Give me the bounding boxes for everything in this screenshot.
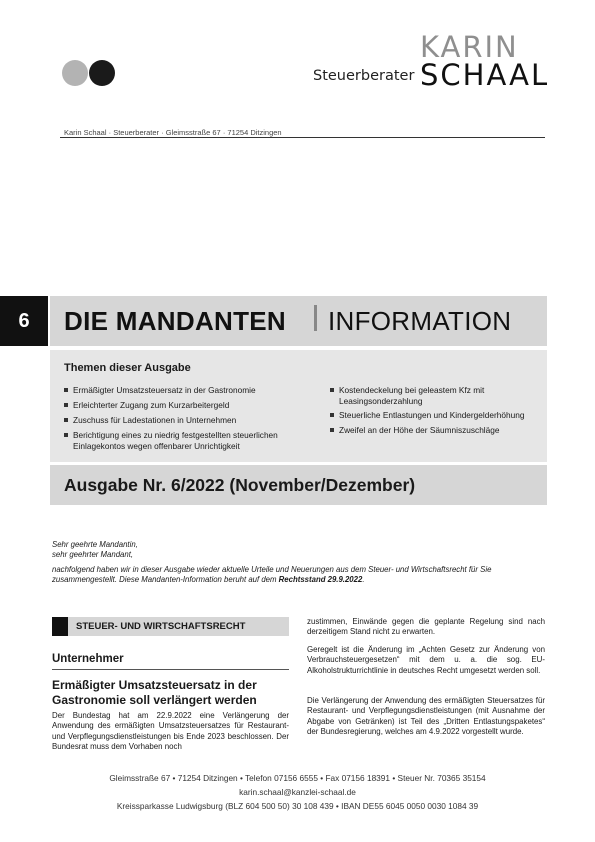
salutation-line-1: Sehr geehrte Mandantin,	[52, 540, 138, 549]
title-separator	[314, 305, 317, 331]
topic-text: Erleichterter Zugang zum Kurzarbeitergeld	[73, 400, 230, 410]
footer-email: karin.schaal@kanzlei-schaal.de	[239, 787, 356, 797]
bullet-square-icon	[64, 433, 68, 437]
intro-end: .	[362, 575, 365, 584]
brand-title: Steuerberater	[313, 68, 415, 84]
topic-text: Ermäßigter Umsatzsteuersatz in der Gastronomie	[73, 385, 256, 395]
article-paragraph: Geregelt ist die Änderung im „Achten Gesetz zur Änderung von Verbrauchsteuergesetzen“ mit dem u. a. die sog. EU-Alkoholstrukturrichtlinie in deutsches Recht umgesetzt werden soll.	[307, 645, 545, 675]
article-body: Der Bundestag hat am 22.9.2022 eine Verlängerung der Anwendung des ermäßigten Umsatzsteuersatzes für Restaurant- und Verpflegungsdienstleistungen bis Ende 2023 beschlossen. Der Bundesrat muss dem Vorhaben noch	[52, 711, 289, 751]
logo-circle-left	[62, 60, 88, 86]
topics-heading: Themen dieser Ausgabe	[64, 362, 191, 374]
title-main: DIE MANDANTEN	[64, 306, 287, 336]
brand-last-name: SCHAAL	[420, 58, 550, 92]
intro-paragraph	[52, 565, 552, 585]
bullet-square-icon	[330, 413, 334, 417]
article-paragraph: zustimmen, Einwände gegen die geplante Regelung sind nach derzeitigem Stand nicht zu erwarten.	[307, 617, 545, 637]
bullet-square-icon	[330, 428, 334, 432]
intro-date: Rechtsstand 29.9.2022	[278, 575, 363, 584]
topic-text: Zweifel an der Höhe der Säumniszuschläge	[339, 425, 500, 435]
brand-first-name: KARIN	[420, 30, 519, 64]
category-divider	[52, 669, 289, 670]
logo-circle-right	[89, 60, 115, 86]
topic-text: Berichtigung eines zu niedrig festgestellten steuerlichen Einlagekontos wegen offenbarer Unrichtigkeit	[73, 430, 278, 451]
topic-text: Steuerliche Entlastungen und Kindergelderhöhung	[339, 410, 525, 420]
sender-line: Karin Schaal · Steuerberater · Gleimsstraße 67 · 71254 Ditzingen	[64, 128, 282, 137]
article-title: Ermäßigter Umsatzsteuersatz in der Gastronomie soll verlängert werden	[52, 678, 257, 707]
edition-title: Ausgabe Nr. 6/2022 (November/Dezember)	[64, 475, 416, 495]
salutation-line-2: sehr geehrter Mandant,	[52, 550, 134, 559]
bullet-square-icon	[64, 418, 68, 422]
section-title: STEUER- UND WIRTSCHAFTSRECHT	[76, 621, 246, 632]
topic-item	[64, 430, 293, 451]
article-paragraph: Die Verlängerung der Anwendung des ermäßigten Steuersatzes für Restaurant- und Verpflegungsdienstleistungen (mit Ausnahme der Abgabe von Getränken) ist Teil des „Dritten Entlastungspaketes“ der Bundesregierung, welches am 4.9.2022 vorgestellt wurde.	[307, 696, 545, 736]
topic-item	[64, 415, 293, 426]
intro-text: nachfolgend haben wir in dieser Ausgabe wieder aktuelle Urteile und Neuerungen aus dem Steuer- und Wirtschaftsrecht für Sie zusammengestellt. Diese Mandanten-Information beruht auf dem	[52, 565, 492, 584]
topic-item	[330, 385, 544, 406]
topic-text: Zuschuss für Ladestationen in Unternehmen	[73, 415, 237, 425]
category-heading: Unternehmer	[52, 653, 124, 665]
topic-item	[64, 400, 293, 411]
sender-divider	[60, 137, 545, 138]
footer-address: Gleimsstraße 67 • 71254 Ditzingen • Telefon 07156 6555 • Fax 07156 18391 • Steuer Nr. 70365 35154	[109, 773, 486, 783]
section-marker	[52, 617, 68, 636]
topic-item	[330, 410, 554, 421]
bullet-square-icon	[64, 388, 68, 392]
title-sub: INFORMATION	[328, 306, 512, 336]
topic-item	[330, 425, 554, 436]
bullet-square-icon	[330, 388, 334, 392]
bullet-square-icon	[64, 403, 68, 407]
issue-number: 6	[0, 296, 48, 346]
topic-item	[64, 385, 293, 396]
topic-text: Kostendeckelung bei geleastem Kfz mit Leasingsonderzahlung	[339, 385, 485, 406]
footer-bank: Kreissparkasse Ludwigsburg (BLZ 604 500 50) 30 108 439 • IBAN DE55 6045 0050 0030 1084 39	[116, 801, 479, 811]
